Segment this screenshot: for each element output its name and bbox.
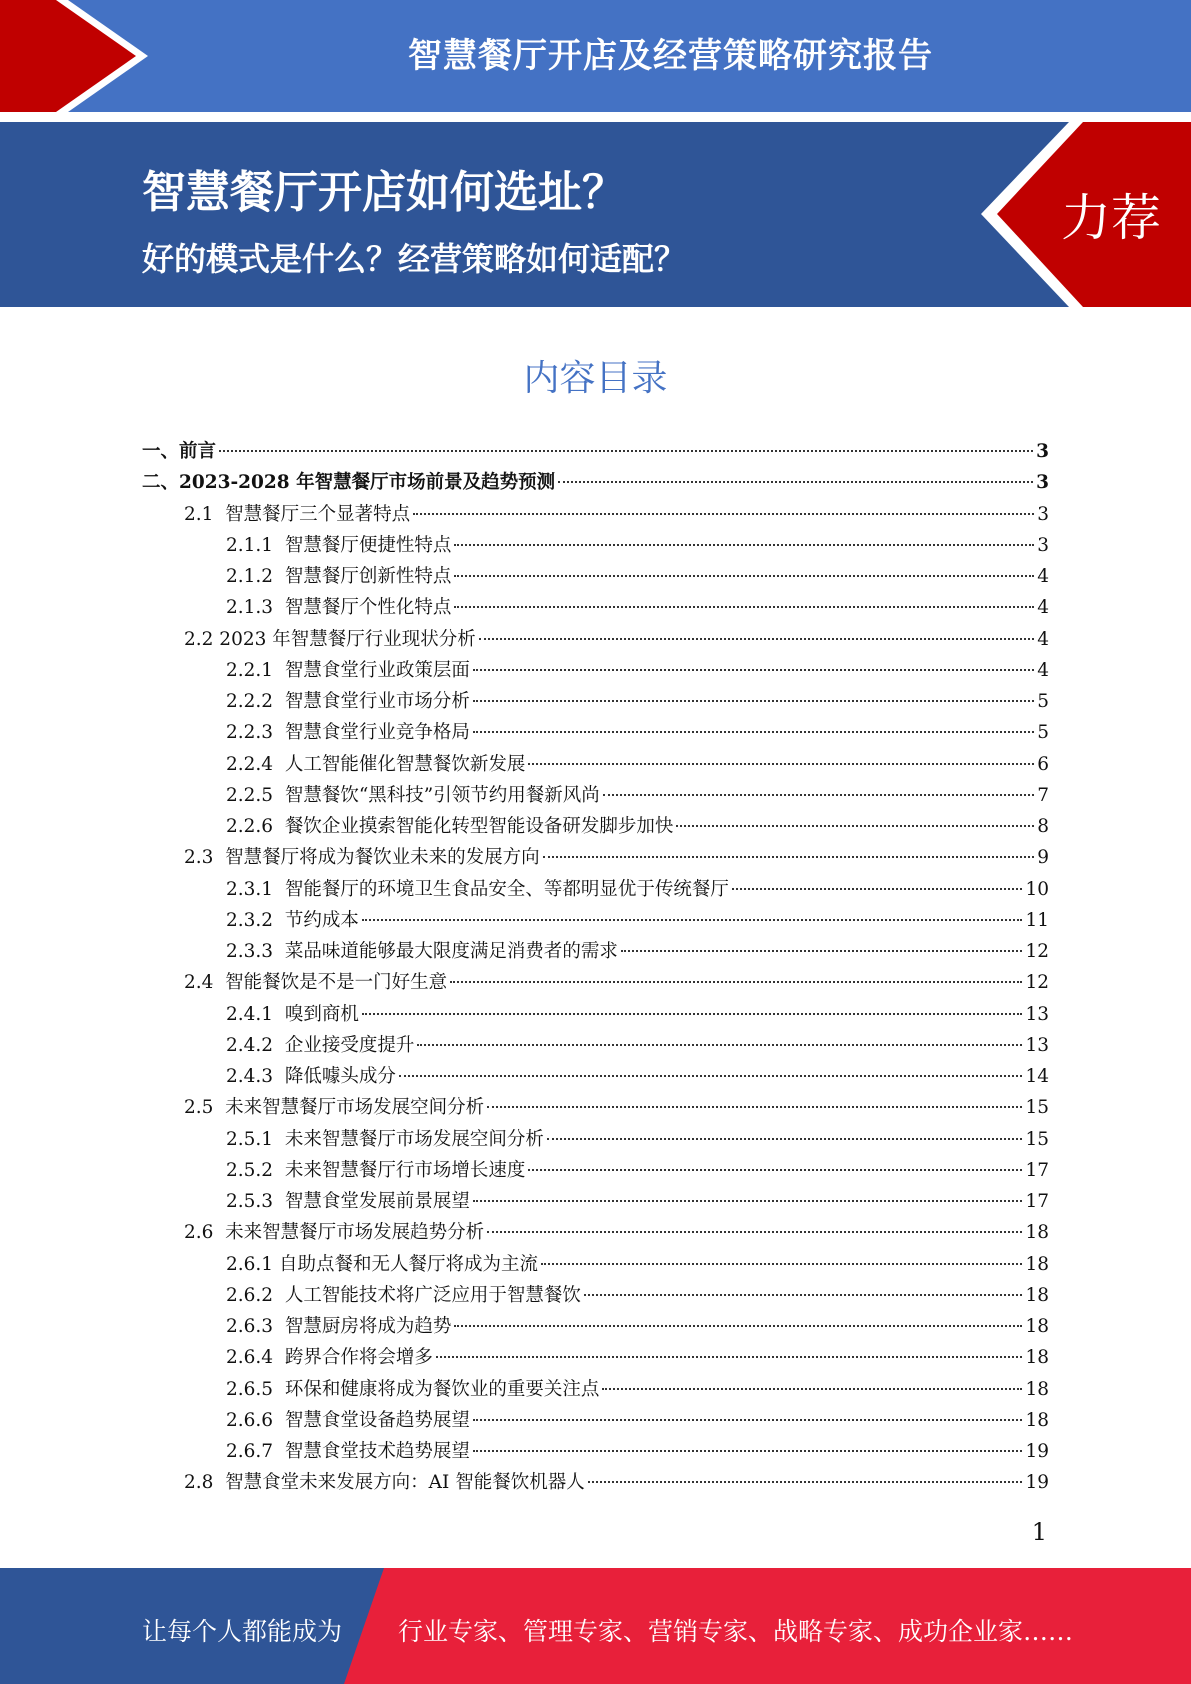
toc-entry-title: 2.8 智慧食堂未来发展方向：AI 智能餐饮机器人	[184, 1472, 585, 1494]
toc-entry-page: 18	[1025, 1253, 1049, 1275]
toc-entry-page: 18	[1025, 1378, 1049, 1400]
toc-entry-page: 13	[1025, 1003, 1049, 1025]
toc-dot-leader	[584, 1294, 1023, 1296]
toc-dot-leader	[543, 856, 1035, 858]
toc-entry-page: 3	[1036, 472, 1049, 494]
footer-slogan-left: 让每个人都能成为	[142, 1617, 343, 1646]
toc-dot-leader	[454, 575, 1034, 577]
toc-entry[interactable]	[142, 530, 1049, 561]
toc-entry[interactable]	[142, 1092, 1049, 1123]
top-banner	[0, 0, 1191, 112]
toc-entry-page: 18	[1025, 1284, 1049, 1306]
toc-entry-title: 2.6.3 智慧厨房将成为趋势	[226, 1316, 452, 1337]
toc-entry-title: 2.6.1 自助点餐和无人餐厅将成为主流	[226, 1253, 538, 1275]
toc-entry-title: 2.3.1 智能餐厅的环境卫生食品安全、等都明显优于传统餐厅	[226, 878, 729, 900]
toc-dot-leader	[558, 481, 1033, 483]
footer-banner	[0, 1568, 1191, 1684]
toc-dot-leader	[676, 825, 1034, 827]
toc-entry-title: 2.6.2 人工智能技术将广泛应用于智慧餐饮	[226, 1284, 581, 1306]
toc-entry-title: 2.5.3 智慧食堂发展前景展望	[226, 1191, 470, 1212]
toc-entry-page: 5	[1037, 691, 1049, 712]
toc-entry[interactable]	[142, 1467, 1049, 1498]
toc-dot-leader	[454, 544, 1034, 546]
toc-dot-leader	[473, 669, 1034, 671]
toc-entry-title: 2.1.2 智慧餐厅创新性特点	[226, 566, 452, 587]
toc-entry[interactable]	[142, 686, 1049, 717]
toc-entry-page: 12	[1025, 972, 1049, 994]
toc-entry[interactable]	[142, 467, 1049, 498]
toc-entry-page: 18	[1025, 1316, 1049, 1337]
toc-entry-title: 2.3.2 节约成本	[226, 909, 359, 931]
toc-entry[interactable]	[142, 811, 1049, 842]
toc-entry[interactable]	[142, 1374, 1049, 1405]
toc-dot-leader	[528, 763, 1034, 765]
toc-entry-title: 2.1 智慧餐厅三个显著特点	[184, 503, 411, 525]
toc-entry-title: 2.2.6 餐饮企业摸索智能化转型智能设备研发脚步加快	[226, 816, 674, 837]
toc-dot-leader	[473, 1419, 1023, 1421]
toc-entry-page: 18	[1025, 1347, 1049, 1369]
toc-entry-title: 2.4 智能餐饮是不是一门好生意	[184, 972, 448, 994]
headline: 智慧餐厅开店如何选址？	[142, 167, 626, 218]
toc-dot-leader	[588, 1481, 1023, 1483]
toc-entry-page: 6	[1037, 753, 1049, 775]
toc-entry[interactable]	[142, 1342, 1049, 1373]
toc-entry[interactable]	[142, 1249, 1049, 1280]
toc-entry[interactable]	[142, 1030, 1049, 1061]
toc-entry-page: 10	[1025, 878, 1049, 900]
toc-dot-leader	[603, 794, 1034, 796]
toc-entry-title: 2.4.2 企业接受度提升	[226, 1034, 415, 1056]
toc-entry[interactable]	[142, 561, 1049, 592]
toc-entry[interactable]	[142, 1061, 1049, 1092]
toc-entry[interactable]	[142, 780, 1049, 811]
toc-entry-page: 8	[1037, 816, 1049, 837]
toc-entry-title: 一、前言	[142, 441, 217, 462]
toc-entry-title: 2.2.4 人工智能催化智慧餐饮新发展	[226, 753, 526, 775]
toc-entry-page: 19	[1025, 1472, 1049, 1494]
toc-entry[interactable]	[142, 1436, 1049, 1467]
toc-dot-leader	[473, 1450, 1023, 1452]
toc-dot-leader	[417, 1044, 1022, 1046]
toc-entry-title: 2.1.3 智慧餐厅个性化特点	[226, 597, 452, 619]
toc-entry[interactable]	[142, 1155, 1049, 1186]
hero-banner	[0, 122, 1191, 307]
toc-dot-leader	[547, 1138, 1023, 1140]
toc-entry[interactable]	[142, 1124, 1049, 1155]
toc-entry[interactable]	[142, 967, 1049, 998]
toc-entry-title: 2.4.3 降低噱头成分	[226, 1066, 396, 1087]
toc-entry-title: 2.2.5 智慧餐饮“黑科技”引领节约用餐新风尚	[226, 784, 600, 806]
subheadline: 好的模式是什么？经营策略如何适配？	[142, 240, 687, 278]
toc-dot-leader	[621, 950, 1023, 952]
toc-entry[interactable]	[142, 1186, 1049, 1217]
toc-heading: 内容目录	[523, 358, 668, 399]
toc-dot-leader	[413, 513, 1034, 515]
toc-entry-page: 4	[1037, 659, 1049, 681]
toc-entry-title: 2.6.6 智慧食堂设备趋势展望	[226, 1409, 470, 1431]
toc-dot-leader	[473, 1200, 1023, 1202]
toc-entry-page: 3	[1036, 441, 1049, 462]
toc-entry[interactable]	[142, 1217, 1049, 1248]
toc-entry-title: 2.2 2023 年智慧餐厅行业现状分析	[184, 628, 476, 650]
toc-dot-leader	[436, 1356, 1023, 1358]
toc-entry-page: 9	[1037, 847, 1049, 869]
toc-dot-leader	[487, 1106, 1022, 1108]
toc-dot-leader	[362, 1013, 1023, 1015]
toc-entry-page: 18	[1025, 1409, 1049, 1431]
red-chevron-decoration	[0, 0, 160, 112]
toc-dot-leader	[487, 1231, 1022, 1233]
toc-entry-page: 4	[1037, 566, 1049, 587]
toc-entry-page: 19	[1025, 1441, 1049, 1462]
toc-entry-title: 2.6.7 智慧食堂技术趋势展望	[226, 1441, 470, 1462]
toc-entry[interactable]	[142, 717, 1049, 748]
toc-entry[interactable]	[142, 592, 1049, 623]
toc-dot-leader	[541, 1263, 1022, 1265]
toc-entry-page: 13	[1025, 1034, 1049, 1056]
toc-entry-page: 18	[1025, 1222, 1049, 1244]
toc-dot-leader	[362, 919, 1023, 921]
toc-entry-page: 17	[1025, 1191, 1049, 1212]
toc-entry[interactable]	[142, 499, 1049, 530]
toc-dot-leader	[473, 731, 1034, 733]
toc-dot-leader	[450, 981, 1022, 983]
footer-slogan-right: 行业专家、管理专家、营销专家、战略专家、成功企业家……	[398, 1617, 1074, 1646]
toc-entry[interactable]	[142, 1311, 1049, 1342]
toc-entry-title: 2.3.3 菜品味道能够最大限度满足消费者的需求	[226, 941, 618, 962]
toc-dot-leader	[454, 1325, 1022, 1327]
report-title: 智慧餐厅开店及经营策略研究报告	[408, 36, 933, 76]
toc-entry-page: 7	[1037, 784, 1049, 806]
toc-entry[interactable]	[142, 624, 1049, 655]
toc-entry[interactable]	[142, 905, 1049, 936]
toc-dot-leader	[602, 1388, 1022, 1390]
toc-entry[interactable]	[142, 999, 1049, 1030]
toc-dot-leader	[479, 638, 1034, 640]
toc-entry[interactable]	[142, 874, 1049, 905]
toc-entry-page: 17	[1025, 1159, 1049, 1181]
toc-entry[interactable]	[142, 1280, 1049, 1311]
toc-entry-page: 11	[1025, 909, 1049, 931]
toc-entry[interactable]	[142, 749, 1049, 780]
toc-entry-page: 15	[1025, 1128, 1049, 1150]
toc-dot-leader	[219, 450, 1033, 452]
toc-entry-title: 2.6.5 环保和健康将成为餐饮业的重要关注点	[226, 1378, 600, 1400]
toc-entry-title: 2.5.1 未来智慧餐厅市场发展空间分析	[226, 1128, 544, 1150]
toc-entry[interactable]	[142, 436, 1049, 467]
toc-entry-page: 14	[1025, 1066, 1049, 1087]
toc-entry-title: 2.1.1 智慧餐厅便捷性特点	[226, 534, 452, 556]
toc-entry[interactable]	[142, 655, 1049, 686]
toc-entry-page: 4	[1037, 628, 1049, 650]
toc-entry[interactable]	[142, 842, 1049, 873]
toc-entry-page: 12	[1025, 941, 1049, 962]
toc-dot-leader	[473, 700, 1034, 702]
toc-entry-page: 4	[1037, 597, 1049, 619]
toc-entry-title: 2.2.1 智慧食堂行业政策层面	[226, 659, 470, 681]
toc-entry-page: 5	[1037, 722, 1049, 744]
page-number: 1	[1031, 1518, 1047, 1546]
toc-entry-title: 二、2023-2028 年智慧餐厅市场前景及趋势预测	[142, 472, 556, 494]
toc-entry-title: 2.2.3 智慧食堂行业竞争格局	[226, 722, 470, 744]
toc-dot-leader	[399, 1075, 1023, 1077]
toc-entry-title: 2.6 未来智慧餐厅市场发展趋势分析	[184, 1222, 485, 1244]
recommend-badge: 力荐	[1061, 189, 1161, 247]
toc-entry-page: 3	[1037, 534, 1049, 556]
toc-entry-title: 2.4.1 嗅到商机	[226, 1003, 359, 1025]
toc-entry-title: 2.5.2 未来智慧餐厅行市场增长速度	[226, 1159, 526, 1181]
toc-list	[142, 436, 1049, 1499]
toc-entry-title: 2.3 智慧餐厅将成为餐饮业未来的发展方向	[184, 847, 540, 869]
toc-entry[interactable]	[142, 1405, 1049, 1436]
toc-entry-title: 2.2.2 智慧食堂行业市场分析	[226, 691, 470, 712]
toc-dot-leader	[454, 606, 1034, 608]
toc-entry-title: 2.5 未来智慧餐厅市场发展空间分析	[184, 1097, 485, 1119]
toc-entry[interactable]	[142, 936, 1049, 967]
toc-dot-leader	[732, 888, 1023, 890]
toc-entry-page: 15	[1025, 1097, 1049, 1119]
toc-entry-page: 3	[1037, 503, 1049, 525]
toc-entry-title: 2.6.4 跨界合作将会增多	[226, 1347, 433, 1369]
toc-dot-leader	[528, 1169, 1022, 1171]
